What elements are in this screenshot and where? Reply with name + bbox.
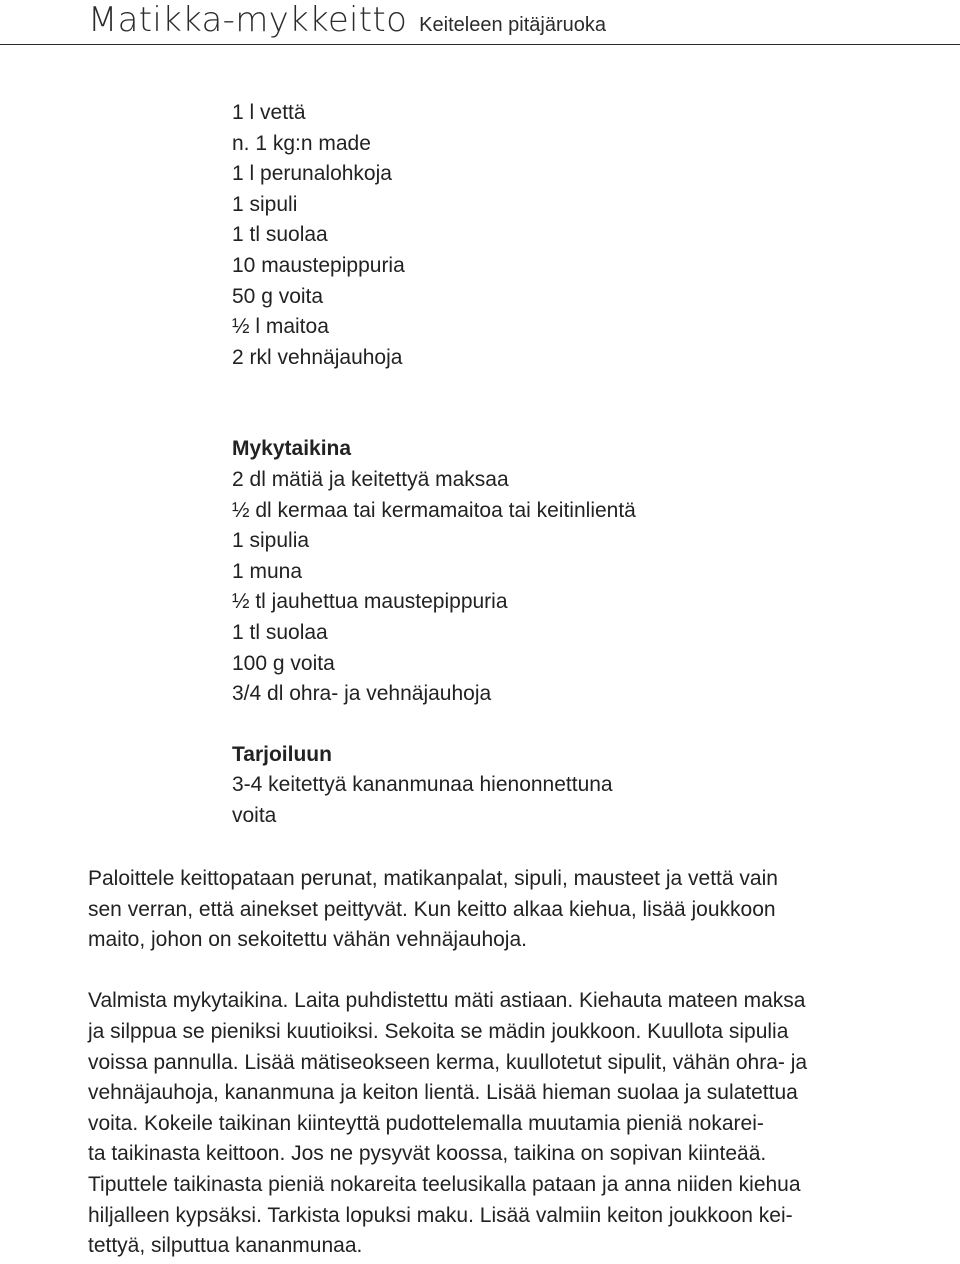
instruction-line: hiljalleen kypsäksi. Tarkista lopuksi maku. Lisää valmiin keiton joukkoon kei- xyxy=(88,1203,793,1227)
recipe-subtitle: Keiteleen pitäjäruoka xyxy=(419,14,606,36)
ingredient-item: 1 l perunalohkoja xyxy=(232,162,392,186)
instruction-line: Valmista mykytaikina. Laita puhdistettu mäti astiaan. Kiehauta mateen maksa xyxy=(88,989,806,1013)
recipe-title: Matikka-mykkeitto xyxy=(88,0,408,40)
dough-ingredients-group xyxy=(232,434,636,709)
ingredient-item: 10 maustepippuria xyxy=(232,253,405,277)
instruction-paragraph-2 xyxy=(88,986,960,1261)
instruction-line: tettyä, silputtua kananmunaa. xyxy=(88,1234,363,1258)
instruction-line: maito, johon on sekoitettu vähän vehnäjauhoja. xyxy=(88,928,527,952)
ingredient-item: 1 l vettä xyxy=(232,101,306,124)
instruction-line: Tiputtele taikinasta pieniä nokareita teelusikalla pataan ja anna niiden kiehua xyxy=(88,1172,801,1196)
instruction-line: voita. Kokeile taikinan kiinteyttä pudottelemalla muutamia pieniä nokarei- xyxy=(88,1111,764,1135)
instruction-line: Paloittele keittopataan perunat, matikanpalat, sipuli, mausteet ja vettä vain xyxy=(88,867,778,890)
page-header xyxy=(88,0,606,60)
ingredient-item: 50 g voita xyxy=(232,284,324,308)
ingredient-item: voita xyxy=(232,803,277,827)
ingredient-item: n. 1 kg:n made xyxy=(232,131,371,155)
dough-heading: Mykytaikina xyxy=(232,437,352,461)
instructions-section xyxy=(88,864,960,1262)
ingredient-item: ½ tl jauhettua maustepippuria xyxy=(232,590,508,614)
ingredient-item: 2 dl mätiä ja keitettyä maksaa xyxy=(232,467,509,491)
serving-ingredients-group xyxy=(232,740,636,832)
dough-ingredients-list xyxy=(232,465,636,710)
ingredient-item: 2 rkl vehnäjauhoja xyxy=(232,345,403,369)
ingredients-section xyxy=(232,98,636,831)
instruction-line: ja silppua se pieniksi kuutioiksi. Sekoita se mädin joukkoon. Kuullota sipulia xyxy=(88,1019,789,1043)
instruction-line: vehnäjauhoja, kananmuna ja keiton lientä. Lisää hieman suolaa ja sulatettua xyxy=(88,1081,798,1105)
serving-ingredients-list xyxy=(232,770,636,831)
ingredient-item: 1 tl suolaa xyxy=(232,620,328,644)
ingredient-item: 3-4 keitettyä kananmunaa hienonnettuna xyxy=(232,773,613,797)
ingredient-item: 1 sipulia xyxy=(232,529,310,553)
soup-ingredients-list xyxy=(232,98,636,373)
instruction-paragraph-1 xyxy=(88,864,960,956)
ingredient-item: 100 g voita xyxy=(232,651,335,675)
ingredient-item: ½ dl kermaa tai kermamaitoa tai keitinlientä xyxy=(232,498,636,522)
ingredient-item: 1 tl suolaa xyxy=(232,223,328,247)
ingredient-item: ½ l maitoa xyxy=(232,315,329,339)
ingredient-item: 1 sipuli xyxy=(232,192,298,216)
instruction-line: voissa pannulla. Lisää mätiseokseen kerma, kuullotetut sipulit, vähän ohra- ja xyxy=(88,1050,808,1074)
header-rule xyxy=(0,44,960,45)
ingredient-item: 1 muna xyxy=(232,559,303,583)
ingredient-item: 3/4 dl ohra- ja vehnäjauhoja xyxy=(232,682,492,706)
instruction-line: ta taikinasta keittoon. Jos ne pysyvät koossa, taikina on sopivan kiinteää. xyxy=(88,1142,767,1166)
serving-heading: Tarjoiluun xyxy=(232,742,332,766)
instruction-line: sen verran, että ainekset peittyvät. Kun keitto alkaa kiehua, lisää joukkoon xyxy=(88,897,776,921)
